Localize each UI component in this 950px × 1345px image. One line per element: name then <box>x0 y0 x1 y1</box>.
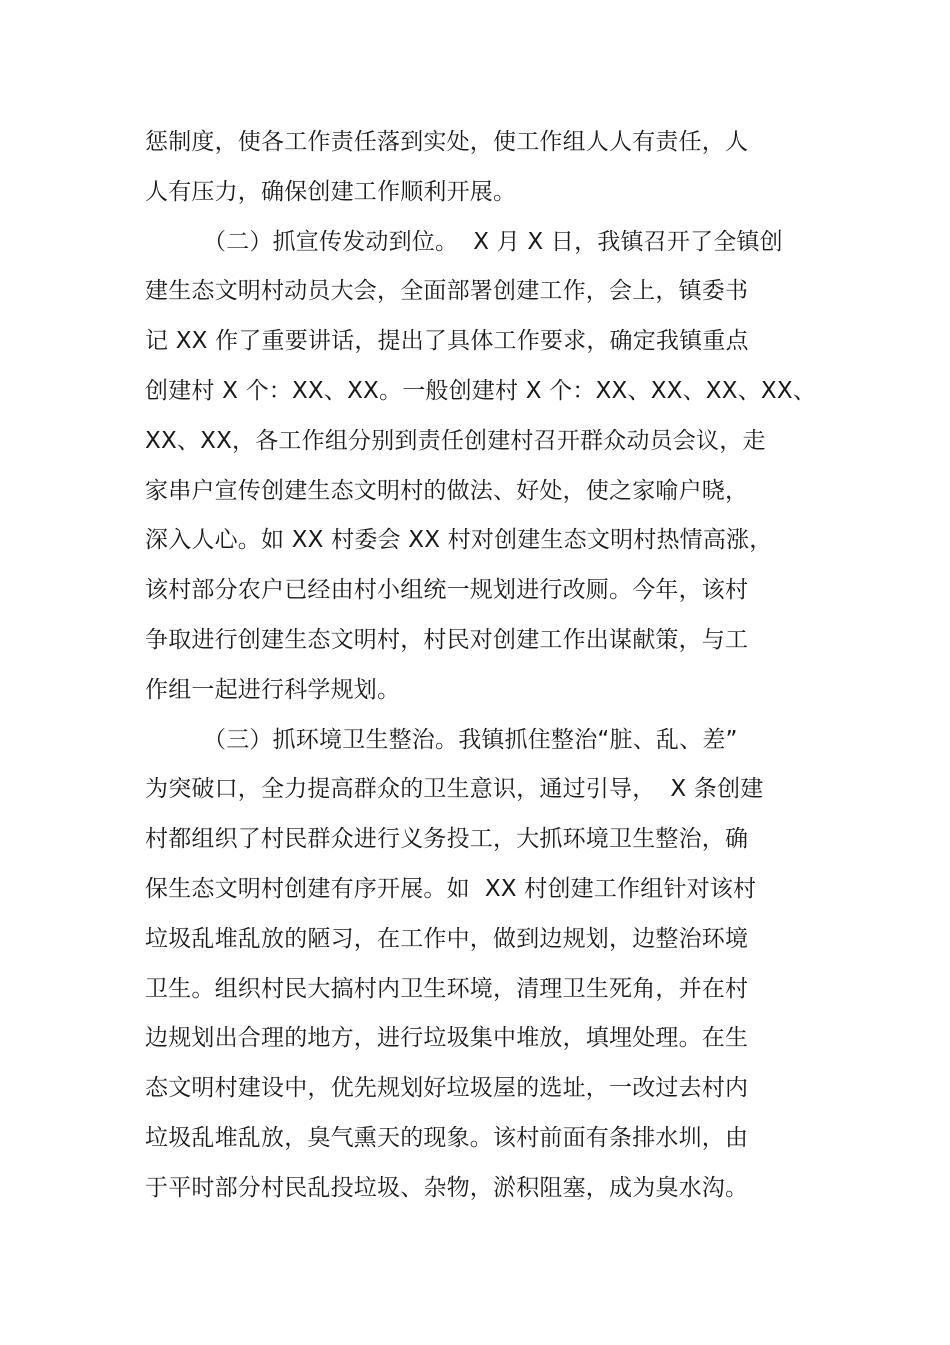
text-line: 争取进行创建生态文明村，村民对创建工作出谋献策，与工 <box>145 626 749 653</box>
text-line: 边规划出合理的地方，进行垃圾集中堆放，填埋处理。在生 <box>145 1025 749 1052</box>
text-line: XX、XX，各工作组分别到责任创建村召开群众动员会议，走 <box>145 427 766 454</box>
text-line: 村都组织了村民群众进行义务投工，大抓环境卫生整治，确 <box>145 826 749 853</box>
body-text <box>145 118 825 1214</box>
text-line: 创建村 X 个：XX、XX。一般创建村 X 个：XX、XX、XX、XX、 <box>145 377 817 404</box>
text-line: 记 XX 作了重要讲话，提出了具体工作要求，确定我镇重点 <box>145 328 749 355</box>
text-line: 家串户宣传创建生态文明村的做法、好处，使之家喻户晓， <box>145 477 749 504</box>
text-line: 垃圾乱堆乱放的陋习，在工作中，做到边规划，边整治环境 <box>145 925 749 952</box>
text-line: 惩制度，使各工作责任落到实处，使工作组人人有责任，人 <box>145 129 749 155</box>
paragraph-first-line: （三）抓环境卫生整治。我镇抓住整治“脏、乱、差” <box>203 726 738 753</box>
text-line: 卫生。组织村民大搞村内卫生环境，清理卫生死角，并在村 <box>145 975 749 1002</box>
text-line: 保生态文明村创建有序开展。如 XX 村创建工作组针对该村 <box>145 875 757 902</box>
text-line: 作组一起进行科学规划。 <box>145 676 401 703</box>
text-line: 垃圾乱堆乱放，臭气熏天的现象。该村前面有条排水圳，由 <box>145 1124 749 1151</box>
text-line: 建生态文明村动员大会，全面部署创建工作，会上，镇委书 <box>145 278 749 305</box>
text-line: 于平时部分村民乱投垃圾、杂物，淤积阻塞，成为臭水沟。 <box>145 1174 749 1201</box>
text-line: 深入人心。如 XX 村委会 XX 村对创建生态文明村热情高涨， <box>145 527 773 554</box>
text-line: 人有压力，确保创建工作顺利开展。 <box>145 178 517 205</box>
paragraph-first-line: （二）抓宣传发动到位。 X 月 X 日，我镇召开了全镇创 <box>203 228 783 255</box>
text-line: 态文明村建设中，优先规划好垃圾屋的选址，一改过去村内 <box>145 1075 749 1102</box>
text-line: 为突破口，全力提高群众的卫生意识，通过引导， X 条创建 <box>145 776 764 803</box>
text-line: 该村部分农户已经由村小组统一规划进行改厕。今年，该村 <box>145 577 749 604</box>
